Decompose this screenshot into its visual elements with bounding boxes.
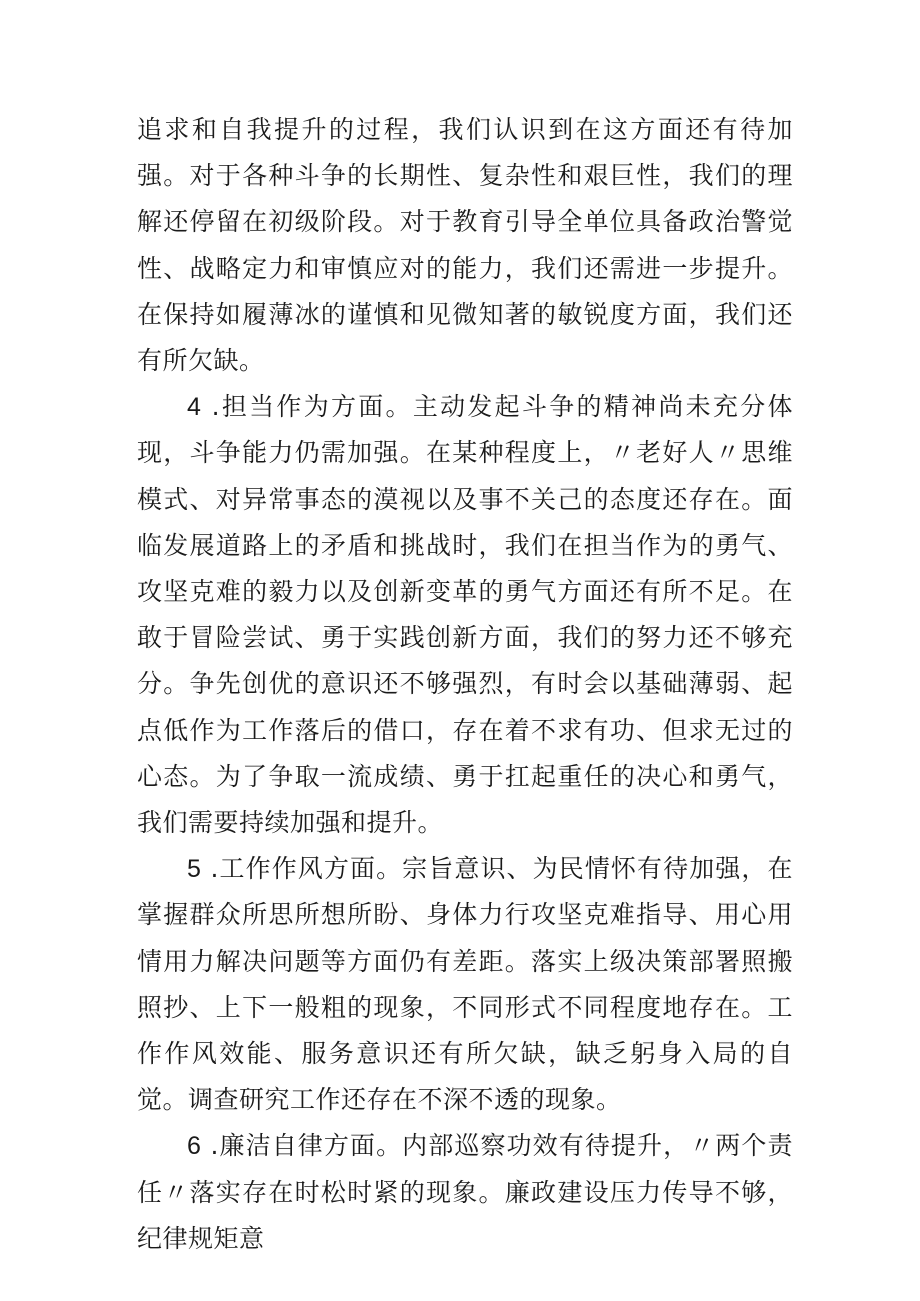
paragraph-number: 5 xyxy=(187,855,202,884)
paragraph-continuation xyxy=(137,107,793,384)
paragraph-number-separator: . xyxy=(201,854,219,884)
paragraph-text: 担当作为方面。主动发起斗争的精神尚未充分体现，斗争能力仍需加强。在某种程度上，〃老好人〃思维模式、对异常事态的漠视以及事不关己的态度还存在。面临发展道路上的矛盾和挑战时，我们在担当作为的勇气、攻坚克难的毅力以及创新变革的勇气方面还有所不足。在敢于冒险尝试、勇于实践创新方面，我们的努力还不够充分。争先创优的意识还不够强烈，有时会以基础薄弱、起点低作为工作落后的借口，存在着不求有功、但求无过的心态。为了争取一流成绩、勇于扛起重任的决心和勇气，我们需要持续加强和提升。 xyxy=(137,392,793,838)
paragraph-text: 工作作风方面。宗旨意识、为民情怀有待加强，在掌握群众所思所想所盼、身体力行攻坚克难指导、用心用情用力解决问题等方面仍有差距。落实上级决策部署照搬照抄、上下一般粗的现象，不同形式不同程度地存在。工作作风效能、服务意识还有所欠缺，缺乏躬身入局的自觉。调查研究工作还存在不深不透的现象。 xyxy=(137,854,793,1115)
paragraph-number-separator: . xyxy=(201,1131,219,1161)
paragraph-4 xyxy=(137,384,793,846)
paragraph-number-separator: . xyxy=(201,392,221,422)
paragraph-number: 4 xyxy=(187,393,202,422)
document-body xyxy=(137,107,793,1262)
paragraph-6 xyxy=(137,1123,793,1262)
paragraph-text: 追求和自我提升的过程，我们认识到在这方面还有待加强。对于各种斗争的长期性、复杂性和艰巨性，我们的理解还停留在初级阶段。对于教育引导全单位具备政治警觉性、战略定力和审慎应对的能力，我们还需进一步提升。在保持如履薄冰的谨慎和见微知著的敏锐度方面，我们还有所欠缺。 xyxy=(137,115,793,376)
paragraph-number: 6 xyxy=(187,1132,202,1161)
paragraph-text: 廉洁自律方面。内部巡察功效有待提升，〃两个责任〃落实存在时松时紧的现象。廉政建设压力传导不够，纪律规矩意 xyxy=(137,1131,793,1253)
paragraph-5 xyxy=(137,846,793,1123)
